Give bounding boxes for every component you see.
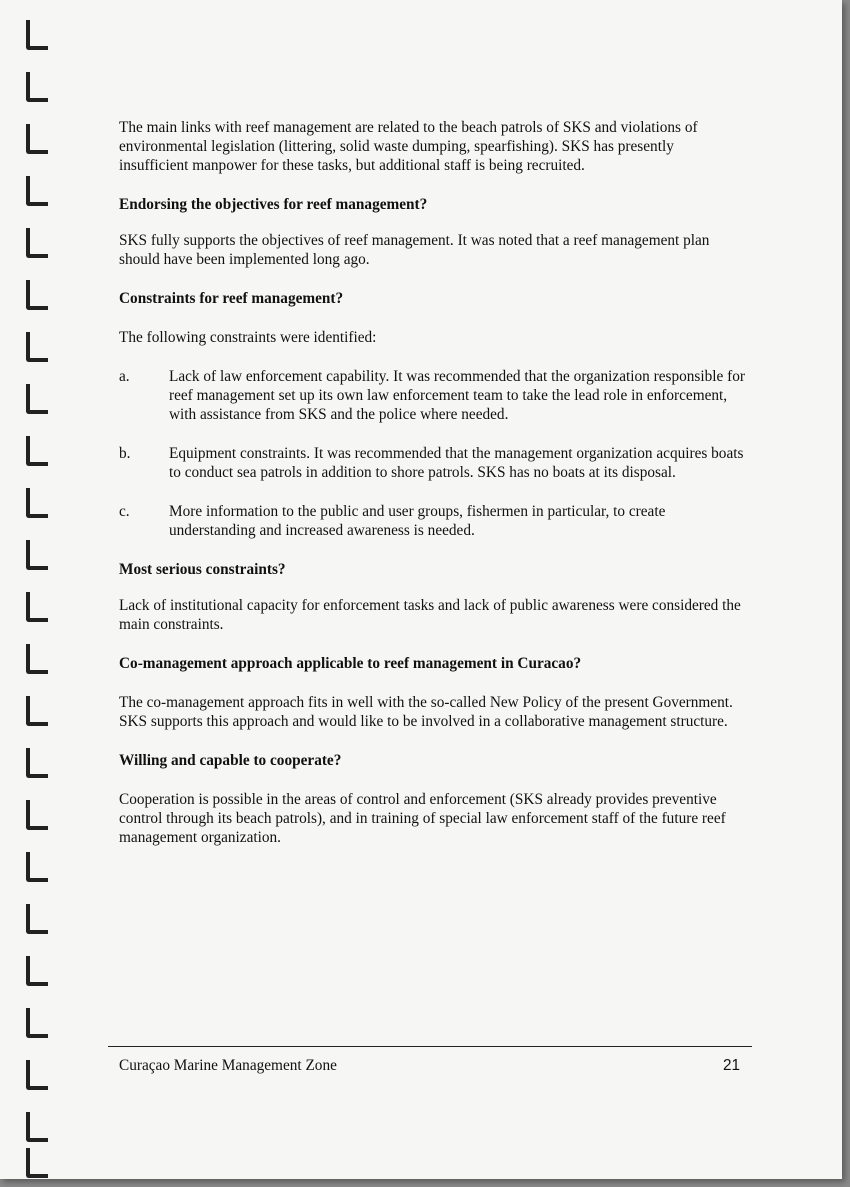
footer-title: Curaçao Marine Management Zone [119, 1057, 337, 1074]
binding-ring [26, 436, 48, 466]
paragraph: Cooperation is possible in the areas of control and enforcement (SKS already provides preventive control through its beach patrols), and in training of special law enforcement staff of the future reef management organization. [119, 791, 726, 846]
section-heading: Co-management approach applicable to reef management in Curacao? [119, 655, 582, 672]
paragraph: SKS fully supports the objectives of reef management. It was noted that a reef management plan should have been implemented long ago. [119, 232, 710, 268]
binding-ring [26, 72, 48, 102]
binding-ring [26, 904, 48, 934]
list-text: Lack of law enforcement capability. It was recommended that the organization responsible for reef management set up its own law enforcement team to take the lead role in enforcement, with assistance from SKS and the police where needed. [169, 368, 745, 423]
page-number: 21 [722, 1057, 740, 1074]
list-marker: c. [119, 503, 130, 520]
body-text [119, 118, 747, 847]
binding-ring [26, 20, 48, 50]
binding-ring [26, 800, 48, 830]
binding-ring [26, 176, 48, 206]
binding-ring [26, 332, 48, 362]
list-text: More information to the public and user groups, fishermen in particular, to create understanding and increased awareness is needed. [169, 503, 666, 539]
binding-ring [26, 384, 48, 414]
binding-ring [26, 1060, 48, 1090]
binding-ring [26, 852, 48, 882]
binding-ring [26, 696, 48, 726]
paragraph: The main links with reef management are related to the beach patrols of SKS and violations of environmental legislation (littering, solid waste dumping, spearfishing). SKS has presently insufficient manpower for these tasks, but additional staff is being recruited. [119, 119, 698, 174]
binding-ring [26, 540, 48, 570]
binding-ring [26, 228, 48, 258]
binding-ring [26, 592, 48, 622]
binding-ring [26, 124, 48, 154]
spiral-binding [26, 0, 56, 1179]
section-heading: Constraints for reef management? [119, 290, 344, 307]
binding-ring [26, 956, 48, 986]
list-item [119, 502, 747, 540]
paragraph: The co-management approach fits in well with the so-called New Policy of the present Government. SKS supports this approach and would like to be involved in a collaborative management structure. [119, 694, 733, 730]
binding-ring [26, 644, 48, 674]
list-item [119, 444, 747, 482]
list-marker: b. [119, 445, 131, 462]
binding-ring [26, 280, 48, 310]
binding-ring [26, 1008, 48, 1038]
list-text: Equipment constraints. It was recommended that the management organization acquires boats to conduct sea patrols in addition to shore patrols. SKS has no boats at its disposal. [169, 445, 744, 481]
section-heading: Most serious constraints? [119, 561, 286, 578]
list-marker: a. [119, 368, 130, 385]
paragraph: The following constraints were identified: [119, 329, 377, 346]
paragraph: Lack of institutional capacity for enforcement tasks and lack of public awareness were considered the main constraints. [119, 597, 741, 633]
section-heading: Willing and capable to cooperate? [119, 752, 342, 769]
list-item [119, 367, 747, 424]
footer-divider [108, 1046, 752, 1047]
section-heading: Endorsing the objectives for reef management? [119, 196, 428, 213]
binding-ring [26, 748, 48, 778]
binding-ring [26, 488, 48, 518]
binding-ring [26, 1112, 48, 1142]
binding-ring [26, 1148, 48, 1178]
